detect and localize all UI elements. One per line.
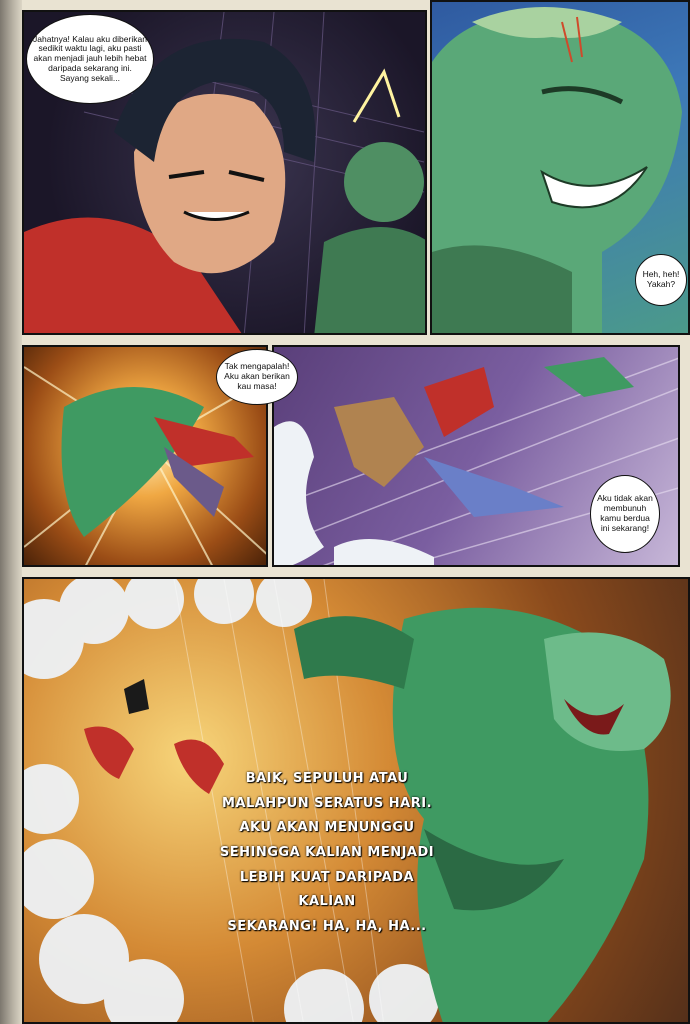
panel-demon-grin [430, 0, 690, 335]
caption-line: SEKARANG! HA, HA, HA... [227, 919, 427, 935]
caption-line: LEBIH KUAT DARIPADA KALIAN [239, 869, 415, 910]
caption-line: MALAHPUN SERATUS HARI. [221, 795, 433, 811]
panel-heroes-fall [272, 345, 680, 567]
speech-balloon-hero-2: Tak mengapalah! Aku akan berikan kau masa! [216, 349, 298, 405]
page-gutter [0, 0, 22, 1024]
caption-line: AKU AKAN MENUNGGU [239, 820, 415, 836]
panel-hero-closeup [22, 10, 427, 335]
narration-caption [212, 767, 442, 940]
speech-balloon-demon: Heh, heh! Yakah? [635, 254, 687, 306]
caption-line: SEHINGGA KALIAN MENJADI [219, 845, 435, 861]
caption-line: BAIK, SEPULUH ATAU [245, 771, 409, 786]
speech-balloon-demon-2: Aku tidak akan membunuh kamu berdua ini sekarang! [590, 475, 660, 553]
speech-balloon-hero: Jahatnya! Kalau aku diberikan sedikit waktu lagi, aku pasti akan menjadi jauh lebih hebat daripada sekarang ini. Sayang sekali... [26, 14, 154, 104]
